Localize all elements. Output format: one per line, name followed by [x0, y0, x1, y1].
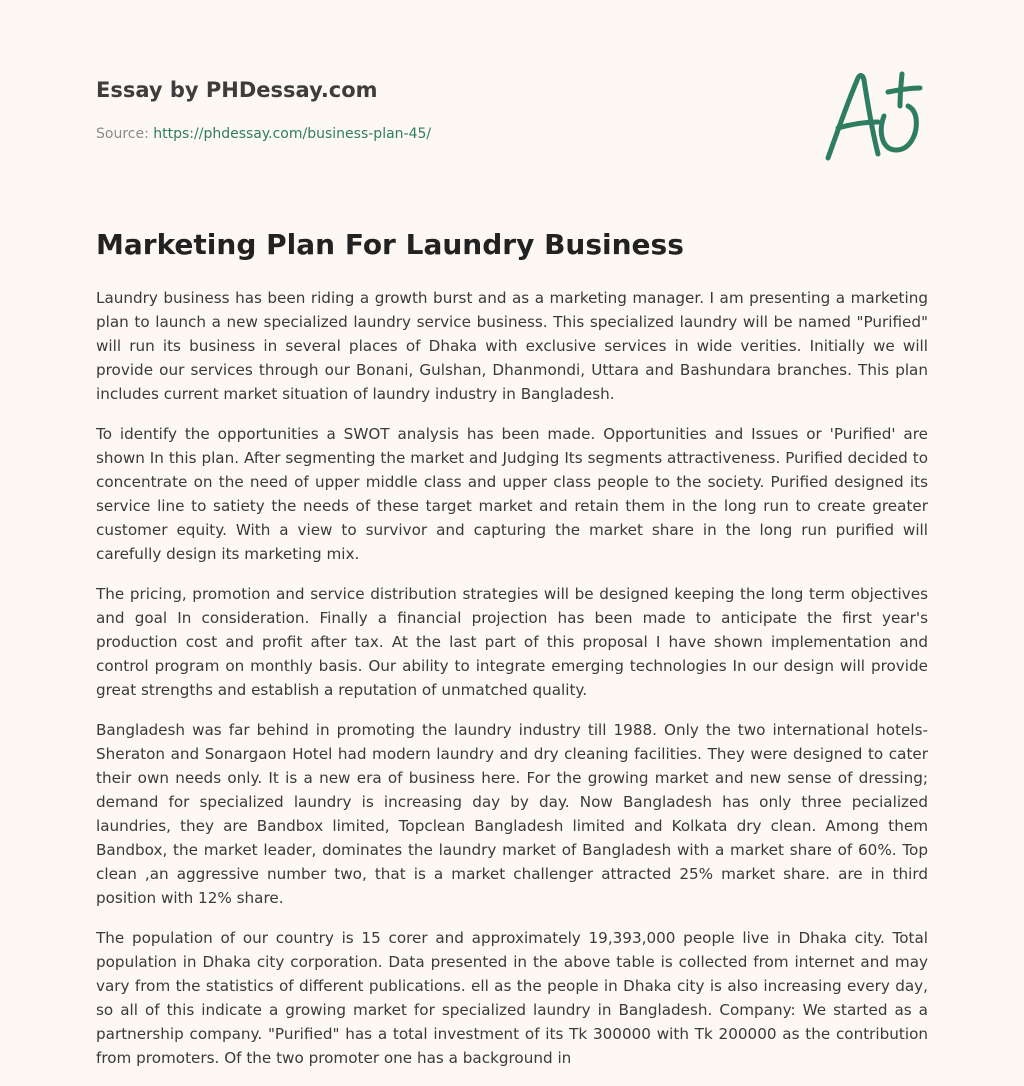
- essay-paragraph: Bangladesh was far behind in promoting the laundry industry till 1988. Only the two international hotels- Sheraton and Sonargaon Hotel had modern laundry and dry cleaning facilities. They were designed to cater their own needs only. It is a new era of business here. For the growing market and new sense of dressing; demand for specialized laundry is increasing day by day. Now Bangladesh has only three pecialized laundries, they are Bandbox limited, Topclean Bangladesh limited and Kolkata dry clean. Among them Bandbox, the market leader, dominates the laundry market of Bangladesh with a market share of 60%. Top clean ,an aggressive number two, that is a market challenger attracted 25% market share. are in third position with 12% share.: [96, 721, 928, 907]
- essay-header: [96, 76, 796, 144]
- essay-paragraph: To identify the opportunities a SWOT analysis has been made. Opportunities and Issues or 'Purified' are shown In this plan. After segmenting the market and Judging Its segments attractiveness. Purified decided to concentrate on the need of upper middle class and upper class people to the society. Purified designed its service line to satiety the needs of these target market and retain them in the long run to create greater customer equity. With a view to survivor and capturing the market share in the long run purified will carefully design its marketing mix.: [96, 425, 928, 563]
- site-brand: Essay by PHDessay.com: [96, 78, 378, 102]
- essay-paragraph: Laundry business has been riding a growth burst and as a marketing manager. I am presenting a marketing plan to launch a new specialized laundry service business. This specialized laundry will be named "Purified" will run its business in several places of Dhaka with exclusive services in wide verities. Initially we will provide our services through our Bonani, Gulshan, Dhanmondi, Uttara and Bashundara branches. This plan includes current market situation of laundry industry in Bangladesh.: [96, 289, 928, 403]
- a-plus-icon: [818, 66, 930, 166]
- essay-paragraph: The population of our country is 15 corer and approximately 19,393,000 people live in Dhaka city. Total population in Dhaka city corporation. Data presented in the above table is collected from internet and may vary from the statistics of different publications. ell as the people in Dhaka city is also increasing every day, so all of this indicate a growing market for specialized laundry in Bangladesh. Company: We started as a partnership company. "Purified" has a total investment of its Tk 300000 with Tk 200000 as the contribution from promoters. Of the two promoter one has a background in: [96, 929, 928, 1067]
- essay-paragraph: The pricing, promotion and service distribution strategies will be designed keeping the long term objectives and goal In consideration. Finally a financial projection has been made to anticipate the first year's production cost and profit after tax. At the last part of this proposal I have shown implementation and control program on monthly basis. Our ability to integrate emerging technologies In our design will provide great strengths and establish a reputation of unmatched quality.: [96, 585, 928, 699]
- essay-body: [96, 286, 928, 1086]
- source-link[interactable]: https://phdessay.com/business-plan-45/: [153, 126, 432, 142]
- essay-title: Marketing Plan For Laundry Business: [96, 228, 684, 261]
- source-line: [96, 124, 796, 144]
- source-label: Source:: [96, 126, 154, 142]
